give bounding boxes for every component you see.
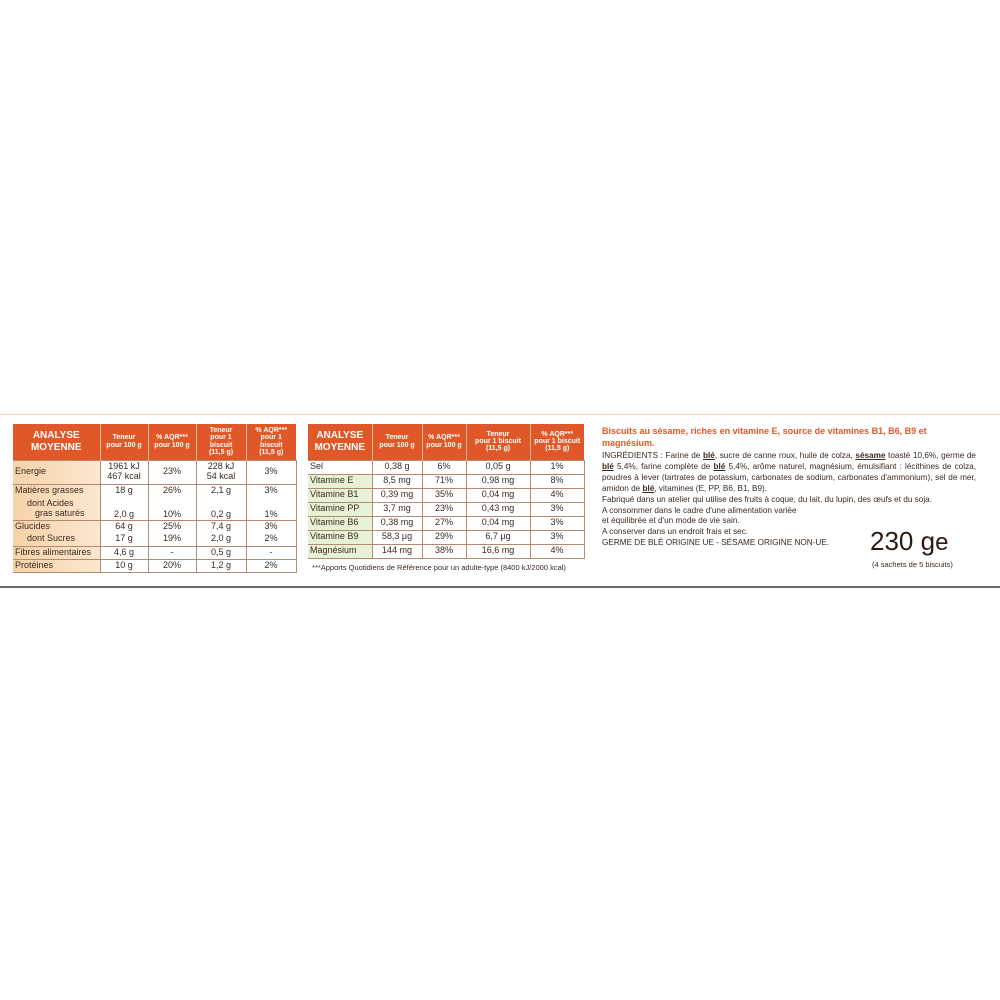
cell: 0,38 mg <box>372 516 422 530</box>
nutrition-table-right <box>308 424 585 559</box>
row-label: Vitamine PP <box>308 502 372 516</box>
table-row <box>13 520 296 533</box>
cell: 1% <box>246 498 296 520</box>
header-title: ANALYSE MOYENNE <box>13 424 100 460</box>
row-label: Sel <box>308 460 372 474</box>
table-row <box>13 460 296 484</box>
table-row <box>13 533 296 546</box>
row-label: Vitamine B6 <box>308 516 372 530</box>
cell: 1% <box>530 460 584 474</box>
header-title: ANALYSE MOYENNE <box>308 424 372 460</box>
table-row <box>308 516 584 530</box>
strip-top-border <box>0 414 1000 415</box>
cell: 228 kJ 54 kcal <box>196 460 246 484</box>
cell: 35% <box>422 488 466 502</box>
table-row <box>308 530 584 544</box>
cell: 71% <box>422 474 466 488</box>
table-row <box>13 546 296 559</box>
cell: 2,1 g <box>196 484 246 498</box>
header-col-aqr-biscuit: % AQR*** pour 1 biscuit (11,5 g) <box>530 424 584 460</box>
cell: 16,6 mg <box>466 544 530 558</box>
row-label: dont Acides gras saturés <box>13 498 100 520</box>
cell: 6% <box>422 460 466 474</box>
cell: 25% <box>148 520 196 533</box>
consommer-text: A consommer dans le cadre d'une alimentation variée et équilibrée et d'un mode de vie sain. <box>602 505 797 526</box>
cell: 0,5 g <box>196 546 246 559</box>
header-col-teneur-biscuit: Teneur pour 1 biscuit (11,5 g) <box>196 424 246 460</box>
apports-footnote: ***Apports Quotidiens de Référence pour un adulte-type (8400 kJ/2000 kcal) <box>312 563 566 572</box>
cell: 17 g <box>100 533 148 546</box>
cell: 18 g <box>100 484 148 498</box>
table-row <box>13 484 296 498</box>
cell: - <box>148 546 196 559</box>
fabrique-text: Fabriqué dans un atelier qui utilise des fruits à coque, du lait, du lupin, des œufs et du soja. <box>602 494 932 504</box>
table-row <box>308 502 584 516</box>
cell: 3,7 mg <box>372 502 422 516</box>
cell: 0,98 mg <box>466 474 530 488</box>
cell: 0,39 mg <box>372 488 422 502</box>
cell: 0,38 g <box>372 460 422 474</box>
sachets-count: (4 sachets de 5 biscuits) <box>872 560 953 569</box>
cell: 10 g <box>100 559 148 572</box>
row-label: Fibres alimentaires <box>13 546 100 559</box>
header-col-teneur: Teneur pour 100 g <box>372 424 422 460</box>
cell: 6,7 µg <box>466 530 530 544</box>
table-header <box>308 424 584 460</box>
cell: 0,43 mg <box>466 502 530 516</box>
cell: 3% <box>246 520 296 533</box>
cell: 0,2 g <box>196 498 246 520</box>
cell: 29% <box>422 530 466 544</box>
row-label: dont Sucres <box>13 533 100 546</box>
cell: 8,5 mg <box>372 474 422 488</box>
table-row <box>308 544 584 558</box>
cell: 3% <box>246 460 296 484</box>
cell: 4% <box>530 544 584 558</box>
cell: 38% <box>422 544 466 558</box>
cell: 8% <box>530 474 584 488</box>
table-row <box>308 488 584 502</box>
row-label: Vitamine B1 <box>308 488 372 502</box>
cell: 2,0 g <box>196 533 246 546</box>
cell: 58,3 µg <box>372 530 422 544</box>
cell: 23% <box>148 460 196 484</box>
cell: 4% <box>530 488 584 502</box>
table-row <box>308 460 584 474</box>
strip-bottom-border <box>0 586 1000 588</box>
cell: 7,4 g <box>196 520 246 533</box>
cell: 0,05 g <box>466 460 530 474</box>
cell: 2,0 g <box>100 498 148 520</box>
header-col-teneur: Teneur pour 100 g <box>100 424 148 460</box>
cell: 3% <box>530 530 584 544</box>
net-weight: 230 ge <box>870 526 949 556</box>
row-label: Vitamine E <box>308 474 372 488</box>
row-label: Vitamine B9 <box>308 530 372 544</box>
header-col-teneur-biscuit: Teneur pour 1 biscuit (11,5 g) <box>466 424 530 460</box>
cell: 10% <box>148 498 196 520</box>
cell: 2% <box>246 533 296 546</box>
cell: - <box>246 546 296 559</box>
table-row <box>308 474 584 488</box>
conserver-text: A conserver dans un endroit frais et sec. <box>602 527 749 537</box>
table-header <box>13 424 296 460</box>
header-col-aqr: % AQR*** pour 100 g <box>422 424 466 460</box>
origine-text: GERME DE BLÉ ORIGINE UE - SÉSAME ORIGINE NON-UE. <box>602 538 830 547</box>
cell: 3% <box>530 516 584 530</box>
header-col-aqr: % AQR*** pour 100 g <box>148 424 196 460</box>
row-label: Magnésium <box>308 544 372 558</box>
cell: 4,6 g <box>100 546 148 559</box>
cell: 3% <box>246 484 296 498</box>
product-headline: Biscuits au sésame, riches en vitamine E, source de vitamines B1, B6, B9 et magnésium. <box>602 426 927 448</box>
row-label: Energie <box>13 460 100 484</box>
cell: 0,04 mg <box>466 516 530 530</box>
table-row <box>13 498 296 520</box>
cell: 19% <box>148 533 196 546</box>
cell: 0,04 mg <box>466 488 530 502</box>
table-row <box>13 559 296 572</box>
cell: 27% <box>422 516 466 530</box>
cell: 3% <box>530 502 584 516</box>
cell: 26% <box>148 484 196 498</box>
row-label: Protéines <box>13 559 100 572</box>
ingredients-text: INGRÉDIENTS : Farine de blé, sucre de canne roux, huile de colza, sésame toasté 10,6%, germe de blé 5,4%, farine complète de blé 5,4%, arôme naturel, magnésium, émulsifiant : lécithines de colza, poudres à lever (tartrates de potassium, carbonates de sodium, carbonates d'ammonium), sel de mer, amidon de blé, vitamines (E, PP, B6, B1, B9). <box>602 451 977 493</box>
nutrition-table-left <box>13 424 297 573</box>
cell: 1,2 g <box>196 559 246 572</box>
row-label: Matières grasses <box>13 484 100 498</box>
cell: 144 mg <box>372 544 422 558</box>
estimated-sign-icon: e <box>935 529 949 556</box>
cell: 2% <box>246 559 296 572</box>
cell: 64 g <box>100 520 148 533</box>
header-col-aqr-biscuit: % AQR*** pour 1 biscuit (11,5 g) <box>246 424 296 460</box>
row-label: Glucides <box>13 520 100 533</box>
cell: 1961 kJ 467 kcal <box>100 460 148 484</box>
cell: 23% <box>422 502 466 516</box>
cell: 20% <box>148 559 196 572</box>
